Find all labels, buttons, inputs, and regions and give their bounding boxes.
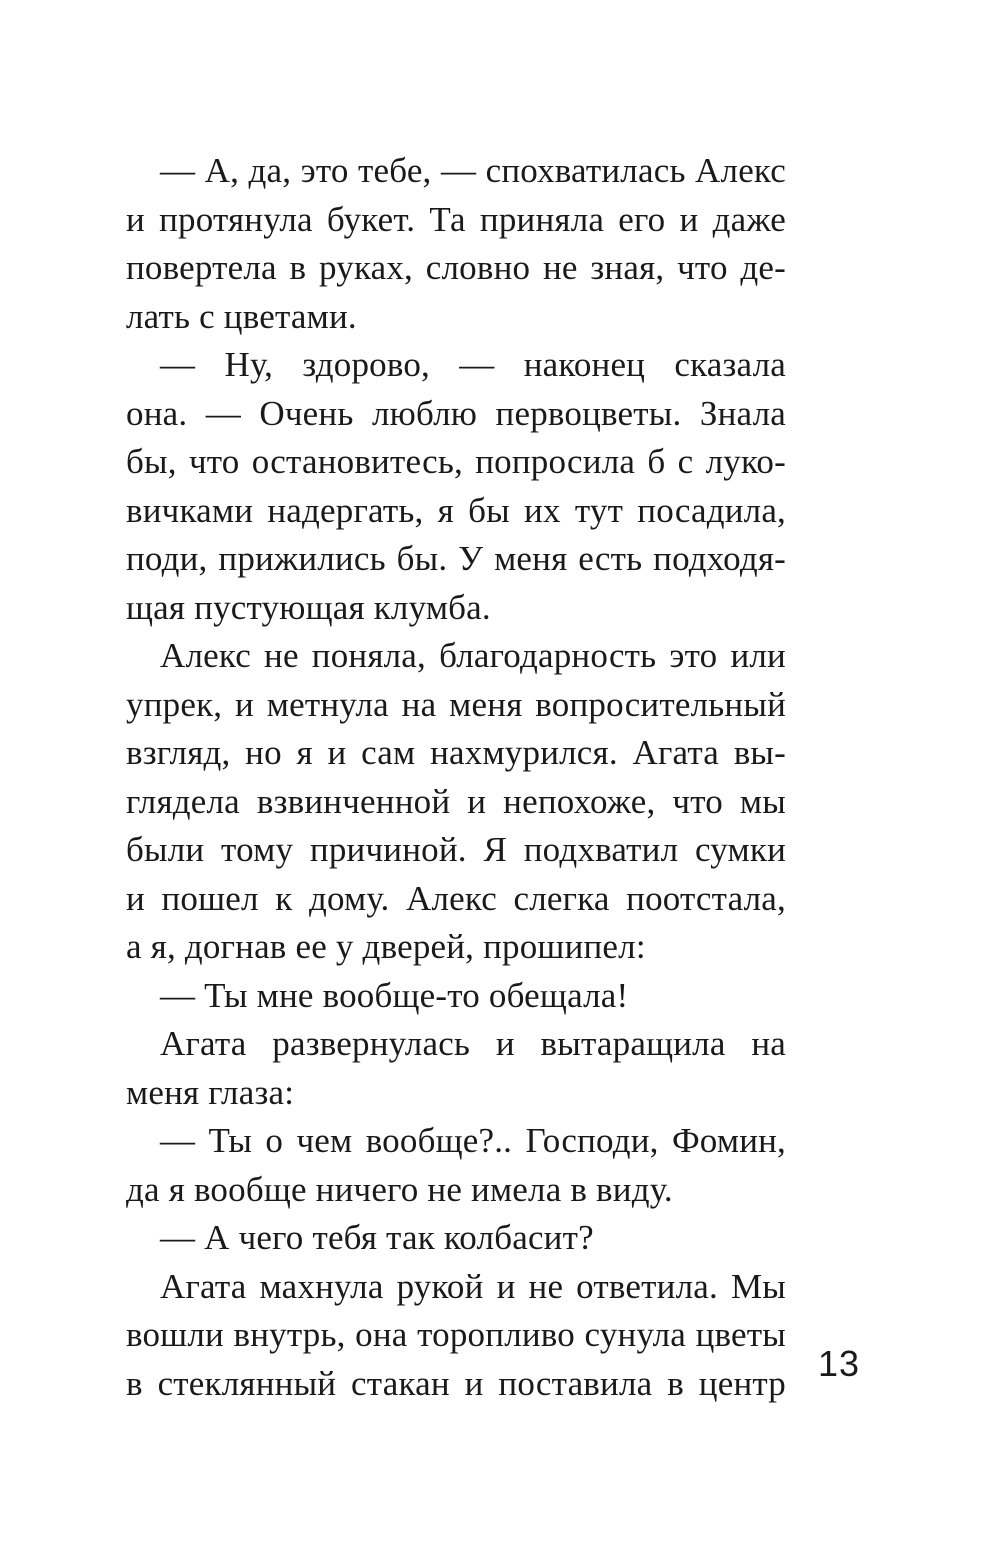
text-line: были тому причиной. Я подхватил сумки: [126, 830, 786, 869]
body-text: [126, 147, 786, 1408]
text-line: Алекс не поняла, благодарность это или: [160, 636, 786, 675]
page-number: 13: [818, 1343, 861, 1384]
text-line: — А, да, это тебе, — спохватилась Алекс: [160, 151, 786, 190]
text-line: — Ты мне вообще-то обещала!: [160, 975, 629, 1015]
text-line: щая пустующая клумба.: [126, 587, 491, 627]
paragraph-8: [126, 1263, 786, 1409]
text-line: и протянула букет. Та приняла его и даже: [126, 199, 786, 239]
text-line: — Ты о чем вообще?.. Господи, Фомин,: [160, 1121, 786, 1160]
text-line: Агата махнула рукой и не ответила. Мы: [160, 1266, 786, 1306]
text-line: взгляд, но я и сам нахмурился. Агата вы-: [126, 733, 786, 772]
paragraph-5: [126, 1020, 786, 1117]
text-line: упрек, и метнула на меня вопросительный: [126, 684, 786, 724]
text-line: она. — Очень люблю первоцветы. Знала: [126, 393, 786, 433]
paragraph-6: [126, 1117, 786, 1214]
paragraph-7: [126, 1214, 786, 1263]
text-line: повертела в руках, словно не зная, что де-: [126, 248, 786, 287]
paragraph-2: [126, 341, 786, 632]
text-line: Агата развернулась и вытаращила на: [160, 1024, 786, 1063]
text-line: поди, прижились бы. У меня есть подходя-: [126, 539, 786, 578]
text-line: меня глаза:: [126, 1072, 295, 1112]
text-line: вичками надергать, я бы их тут посадила,: [126, 490, 786, 530]
text-line: да я вообще ничего не имела в виду.: [126, 1169, 673, 1209]
paragraph-3: [126, 632, 786, 972]
text-line: глядела взвинченной и непохоже, что мы: [126, 781, 786, 821]
text-line: а я, догнав ее у дверей, прошипел:: [126, 927, 646, 966]
paragraph-4: [126, 972, 786, 1021]
text-line: бы, что остановитесь, попросила б с луко-: [126, 442, 786, 481]
text-line: вошли внутрь, она торопливо сунула цветы: [126, 1315, 786, 1354]
text-line: лать с цветами.: [126, 296, 357, 336]
text-line: — Ну, здорово, — наконец сказала: [160, 345, 786, 384]
paragraph-1: [126, 147, 786, 341]
text-line: в стеклянный стакан и поставила в центр: [126, 1363, 786, 1403]
text-line: — А чего тебя так колбасит?: [160, 1218, 594, 1257]
text-line: и пошел к дому. Алекс слегка поотстала,: [126, 878, 786, 918]
